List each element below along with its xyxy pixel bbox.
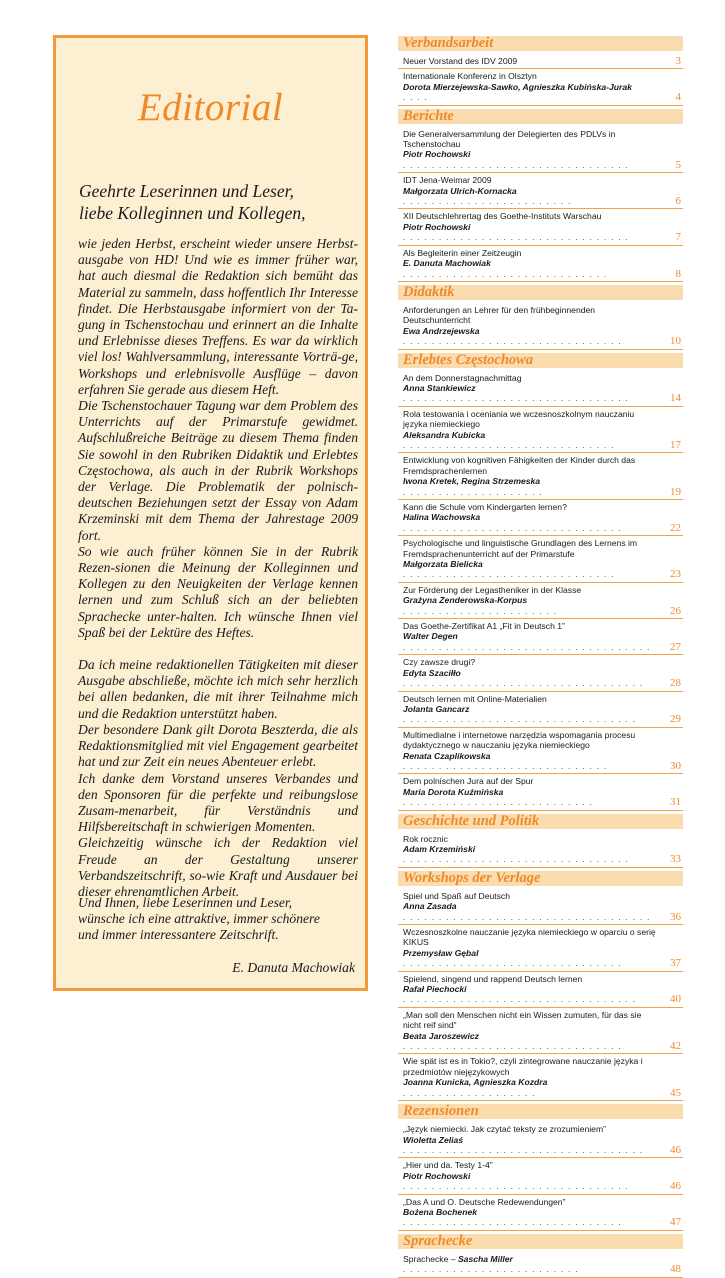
toc-entry-title: Deutsch lernen mit Online-Materialien (403, 693, 547, 704)
greeting-line: liebe Kolleginnen und Kollegen, (79, 203, 306, 223)
toc-entry-author: Maria Dorota Kuźmińska (403, 786, 504, 797)
toc-section-header (398, 36, 683, 51)
toc-entry-title: Das Goethe-Zertifikat A1 „Fit in Deutsch 1” (403, 621, 565, 632)
toc-entry-author: Piotr Rochowski (403, 149, 471, 160)
toc-entry-author: E. Danuta Machowiak (403, 258, 491, 269)
toc-leader-dots: . . . . . . . . . . . . . . . . . . . . . . . . . (403, 1264, 579, 1275)
editorial-paragraph: So wie auch früher können Sie in der Rubrik Rezen-sionen die Meinung der Kolleginnen und Kollegen zu den Neuigkeiten der Verlage kennen lernen und zum Schluß sich an der beliebten Sprachecke unter-halten. Ich wünsche Ihnen viel Spaß bei der Lektüre des Heftes. (78, 543, 358, 640)
toc-entry-author: Ewa Andrzejewska (403, 325, 480, 336)
toc-section-title: Didaktik (403, 283, 455, 300)
toc-entry[interactable] (398, 407, 683, 454)
closing-line: Und Ihnen, liebe Leserinnen und Leser, (78, 895, 293, 910)
toc-entry[interactable] (398, 1158, 683, 1194)
editorial-signature: E. Danuta Machowiak (232, 960, 355, 975)
toc-leader-dots: . . . . . . . . . . . . . . . . . . . . . . . . . . . . . . . . . . . (403, 641, 651, 652)
toc-page-number: 30 (670, 759, 681, 772)
toc-page-number: 46 (670, 1180, 681, 1193)
toc-leader-dots: . . . . . . . . . . . . . . . . . . . . . . . . (403, 196, 572, 207)
toc-leader-dots: . . . . . . . . . . . . . . . . . . . . . . . . . . . . . . (403, 439, 615, 450)
toc-section-header (398, 109, 683, 124)
toc-section-header (398, 871, 683, 886)
toc-entry-title: Als Begleiterin einer Zeitzeugin (403, 247, 522, 258)
toc-entry[interactable] (398, 246, 683, 282)
toc-entry-title: Czy zawsze drugi? (403, 657, 476, 668)
greeting-line: Geehrte Leserinnen und Leser, (79, 181, 294, 201)
toc-page-number: 36 (670, 910, 681, 923)
toc-leader-dots: . . . . . . . . . . . . . . . . . . . . . . (403, 605, 558, 616)
toc-leader-dots: . . . . . . . . . . . . . . . . . . . . . . . . . . . . . . . . . (403, 994, 637, 1005)
toc-page-number: 45 (670, 1086, 681, 1099)
toc-entry[interactable] (398, 583, 683, 619)
toc-entry-author: Anna Zasada (403, 901, 457, 912)
toc-page-number: 7 (675, 231, 681, 244)
toc-entry[interactable] (398, 173, 683, 209)
toc-entry[interactable] (398, 655, 683, 691)
toc-entry-author: Piotr Rochowski (403, 1170, 471, 1181)
toc-entry[interactable] (398, 1008, 683, 1055)
toc-leader-dots: . . . . . . . . . . . . . . . . . . . . . . . . . . . . . . (403, 569, 615, 580)
toc-entry-title: Entwicklung von kognitiven Fähigkeiten der Kinder durch das Fremdsprachenlernen (403, 455, 636, 476)
toc-entry-title: Spiel und Spaß auf Deutsch (403, 890, 511, 901)
toc-entry-title: „Man soll den Menschen nicht ein Wissen zumuten, für das sie nicht reif sind” (403, 1009, 642, 1031)
toc-page-number: 33 (670, 853, 681, 866)
toc-entry-title: Spielend, singend und rappend Deutsch lernen (403, 973, 583, 984)
toc-entry-author: Edyta Szaciłło (403, 667, 461, 678)
toc-entry-author: Grażyna Zenderowska-Korpus (403, 595, 528, 606)
closing-line: und immer interessantere Zeitschrift. (78, 927, 279, 943)
toc-page-number: 40 (670, 993, 681, 1006)
toc-page-number: 5 (675, 158, 681, 171)
toc-leader-dots: . . . . . . . . . . . . . . . . . . . . . . . . . . . . . . . . (403, 232, 630, 243)
editorial-title: Editorial (137, 86, 284, 129)
toc-leader-dots: . . . . . . . . . . . . . . . . . . . . . . . . . . . . . . . . . (403, 714, 637, 725)
toc-section-title: Verbandsarbeit (403, 35, 494, 51)
toc-leader-dots: . . . . . . . . . . . . . . . . . . . . . . . . . . . . . . . . (403, 1181, 630, 1192)
toc-section-title: Erlebtes Częstochowa (403, 351, 534, 368)
toc-section-title: Workshops der Verlage (403, 869, 541, 886)
toc-entry-title: Neuer Vorstand des IDV 2009 (403, 56, 518, 66)
toc-section-header (398, 1104, 683, 1119)
toc-entry-title: „Hier und da. Testy 1-4” (403, 1160, 493, 1171)
toc-entry-author: Małgorzata Ulrich-Kornacka (403, 185, 517, 196)
toc-page-number: 17 (670, 438, 681, 451)
toc-leader-dots: . . . . . . . . . . . . . . . . . . . . . . . . . . . . . . . . . . (403, 1144, 644, 1155)
toc-page-number: 26 (670, 604, 681, 617)
toc-page-number: 8 (675, 267, 681, 280)
editorial-closing (78, 895, 358, 944)
closing-line: wünsche ich eine attraktive, immer schönere (78, 911, 320, 927)
toc-entry[interactable] (398, 1195, 683, 1231)
toc-entry[interactable] (398, 54, 683, 69)
toc-page-number: 10 (670, 335, 681, 348)
toc-leader-dots: . . . . . . . . . . . . . . . . . . . . . . . . . . . . . (403, 268, 608, 279)
toc-entry-author: Joanna Kunicka, Agnieszka Kozdra (403, 1077, 548, 1088)
toc-entry[interactable] (398, 972, 683, 1008)
toc-leader-dots: . . . . . . . . . . . . . . . . . . . . . . . . . . . . . . . (403, 522, 622, 533)
table-of-contents (398, 33, 683, 1278)
editorial-box (53, 35, 368, 991)
toc-leader-dots: . . . . . . . . . . . . . . . . . . . . . . . . . . . . . . . (403, 1217, 622, 1228)
toc-entry-author: Beata Jaroszewicz (403, 1030, 479, 1041)
toc-entry[interactable] (398, 832, 683, 868)
toc-entry[interactable] (398, 1122, 683, 1158)
editorial-paragraph: Gleichzeitig wünsche ich der Redaktion viel Freude an der Gestaltung unserer Verbandszeitschrift, so-wie Kraft und Ausdauer bei dieser ehrenamtlichen Arbeit. (78, 835, 358, 899)
toc-section-header (398, 285, 683, 300)
toc-entry-title: Rola testowania i oceniania we wczesnoszkolnym nauczaniu języka niemieckiego (403, 408, 635, 430)
toc-entry[interactable] (398, 619, 683, 655)
toc-page-number: 28 (670, 677, 681, 690)
toc-page-number: 46 (670, 1143, 681, 1156)
toc-leader-dots: . . . . . . . . . . . . . . . . . . . . . . . . . . . . . . . (403, 958, 622, 969)
toc-entry-author: Sascha Miller (457, 1253, 513, 1264)
toc-leader-dots: . . . . . . . . . . . . . . . . . . . . . . . . . . . . . (403, 760, 608, 771)
toc-section-title: Sprachecke (403, 1232, 473, 1249)
toc-entry-author: Renata Czaplikowska (403, 750, 491, 761)
toc-page-number: 23 (670, 568, 681, 581)
editorial-paragraph: Die Tschenstochauer Tagung war dem Problem des Unterrichts auf der Primarstufe gewidmet. Aufschlußreiche Beiträge zu diesem Thema finden Sie sowohl in den Rubriken Didaktik und Erlebtes Częstochowa, als auch in der Rubrik Workshops der Verlage. Die Problematik der polnisch-deutschen Beziehungen setzt der Essay von Adam Krzeminski mit dem Thema der Jahrestage 2009 fort. (78, 398, 358, 543)
toc-page-number: 27 (670, 640, 681, 653)
toc-section-header (398, 1234, 683, 1249)
toc-page-number: 22 (670, 521, 681, 534)
toc-page-number: 31 (670, 796, 681, 809)
toc-page-number: 3 (675, 55, 681, 67)
toc-leader-dots: . . . . . . . . . . . . . . . . . . . . . . . . . . . . . . . . (403, 159, 630, 170)
toc-entry-author: Halina Wachowska (403, 512, 481, 523)
toc-entry[interactable] (398, 889, 683, 925)
toc-entry-title: Multimedialne i internetowe narzędzia wspomagania procesu dydaktycznego w nauczaniu języka niemieckiego (403, 729, 636, 751)
toc-section-header (398, 814, 683, 829)
toc-entry[interactable] (398, 774, 683, 810)
toc-entry-title: „Das A und O. Deutsche Redewendungen” (403, 1196, 566, 1207)
toc-entry-title: Psychologische und linguistische Grundlagen des Lernens im Fremdsprachenunterricht auf der Primarstufe (403, 538, 638, 559)
toc-page-number: 6 (675, 195, 681, 208)
toc-entry[interactable] (398, 209, 683, 245)
toc-leader-dots: . . . . . . . . . . . . . . . . . . . . . . . . . . . . . . . . . . (403, 678, 644, 689)
editorial-paragraph: wie jeden Herbst, erscheint wieder unsere Herbst-ausgabe von HD! Und wie es immer früher war, hat auch diesmal die Redaktion sich bemüht das Material zu sammeln, dass hoffentlich Ihr Interesse findet. Die Herbstausgabe informiert von der Ta-gung in Tschenstochau und erinnert an die Inhalte und Erlebnisse dieses Treffens. Es war da wirklich viel los! Wahlversammlung, interessante Vorträ-ge, Workshops und erlebnisvolle Ausflüge – davon erfahren Sie gerade aus diesem Heft. (78, 236, 358, 397)
toc-page-number: 48 (670, 1263, 681, 1276)
toc-leader-dots: . . . . (403, 92, 429, 103)
editorial-body (78, 236, 358, 900)
toc-entry-title: Dem polnischen Jura auf der Spur (403, 776, 534, 787)
toc-entry[interactable] (398, 303, 683, 350)
toc-entry-title: Kann die Schule vom Kindergarten lernen? (403, 502, 567, 512)
toc-entry[interactable] (398, 500, 683, 536)
toc-entry-author: Walter Degen (403, 631, 458, 642)
toc-entry[interactable] (398, 728, 683, 775)
toc-page-number: 19 (670, 485, 681, 498)
toc-entry-title: „Język niemiecki. Jak czytać teksty ze zrozumieniem” (403, 1124, 606, 1135)
toc-entry-title: IDT Jena-Weimar 2009 (403, 175, 492, 186)
editorial-paragraph: Ich danke dem Vorstand unseres Verbandes und den Sponsoren für die perfekte und reibungslose Zusam-menarbeit, für Verständnis und Hilfsbereitschaft in schwierigen Momenten. (78, 770, 358, 835)
toc-entry-title: Rok rocznic (403, 833, 448, 844)
editorial-paragraph: Da ich meine redaktionellen Tätigkeiten mit dieser Ausgabe abschließe, möchte ich mich sehr herzlich bei allen bedanken, die mit ihrer Teilnahme mich und die Redaktion unterstützt haben. (78, 657, 358, 721)
toc-entry-author: Rafał Piechocki (403, 984, 467, 995)
toc-entry-title: Zur Förderung der Legastheniker in der Klasse (403, 584, 582, 595)
toc-entry[interactable] (398, 69, 683, 105)
toc-section-title: Berichte (403, 107, 454, 124)
editorial-paragraph: Der besondere Dank gilt Dorota Beszterda, die als Redaktionsmitglied mit viel Engagement gearbeitet hat und zur Zeit ein neues Abenteuer erlebt. (78, 721, 358, 770)
toc-section-title: Geschichte und Politik (403, 812, 540, 829)
toc-section-header (398, 353, 683, 368)
toc-entry[interactable] (398, 371, 683, 407)
toc-entry-author: Małgorzata Bielicka (403, 559, 483, 570)
toc-entry-author: Dorota Mierzejewska-Sawko, Agnieszka Kubińska-Jurak (403, 81, 632, 92)
toc-entry[interactable] (398, 1252, 683, 1278)
toc-entry-author: Anna Stankiewicz (403, 382, 476, 393)
toc-entry-title: XII Deutschlehrertag des Goethe-Instituts Warschau (403, 211, 602, 222)
toc-page-number: 14 (670, 392, 681, 405)
toc-entry-author: Przemysław Gębal (403, 947, 479, 958)
toc-page-number: 4 (675, 91, 681, 104)
toc-entry-author: Aleksandra Kubicka (403, 429, 486, 440)
toc-entry[interactable] (398, 536, 683, 583)
toc-entry[interactable] (398, 692, 683, 728)
toc-section-title: Rezensionen (403, 1103, 479, 1120)
toc-entry-author: Bożena Bochenek (403, 1206, 478, 1217)
toc-leader-dots: . . . . . . . . . . . . . . . . . . . . . . . . . . . . . . . (403, 336, 622, 347)
toc-entry-title: Wczesnoszkolne nauczanie języka niemieckiego w oparciu o serię KIKUS (403, 927, 656, 948)
toc-entry-author: Wioletta Zeliaś (403, 1134, 464, 1145)
toc-entry[interactable] (398, 1054, 683, 1101)
toc-entry-author: Iwona Kretek, Regina Strzemeska (403, 476, 541, 487)
toc-entry[interactable] (398, 925, 683, 972)
toc-page-number: 42 (670, 1040, 681, 1053)
toc-leader-dots: . . . . . . . . . . . . . . . . . . . . . . . . . . . (403, 797, 594, 808)
toc-entry-title: Sprachecke – (403, 1253, 458, 1264)
toc-entry[interactable] (398, 453, 683, 500)
toc-page-number: 37 (670, 957, 681, 970)
toc-leader-dots: . . . . . . . . . . . . . . . . . . . . . . . . . . . . . . . . . . . (403, 911, 651, 922)
toc-entry-title: Wie spät ist es in Tokio?, czyli zintegrowane nauczanie języka i przedmiotów niejęzykowych (403, 1056, 643, 1077)
toc-leader-dots: . . . . . . . . . . . . . . . . . . . . (403, 486, 543, 497)
toc-entry-author: Piotr Rochowski (403, 221, 471, 232)
toc-entry-title: Anforderungen an Lehrer für den frühbeginnenden Deutschunterricht (403, 304, 596, 326)
toc-leader-dots: . . . . . . . . . . . . . . . . . . . (403, 1087, 536, 1098)
editorial-greeting (79, 180, 359, 224)
toc-entry[interactable] (398, 127, 683, 174)
toc-entry-author: Jolanta Gancarz (403, 703, 470, 714)
toc-leader-dots: . . . . . . . . . . . . . . . . . . . . . . . . . . . . . . . . (403, 854, 630, 865)
toc-entry-title: An dem Donnerstagnachmittag (403, 372, 522, 383)
toc-page-number: 47 (670, 1216, 681, 1229)
toc-leader-dots: . . . . . . . . . . . . . . . . . . . . . . . . . . . . . . . . (403, 393, 630, 404)
toc-page-number: 29 (670, 713, 681, 726)
toc-leader-dots: . . . . . . . . . . . . . . . . . . . . . . . . . . . . . . . (403, 1041, 622, 1052)
toc-entry-title: Die Generalversammlung der Delegierten des PDLVs in Tschenstochau (403, 128, 616, 150)
toc-entry-title: Internationale Konferenz in Olsztyn (403, 71, 537, 82)
toc-entry-author: Adam Krzemiński (403, 843, 476, 854)
